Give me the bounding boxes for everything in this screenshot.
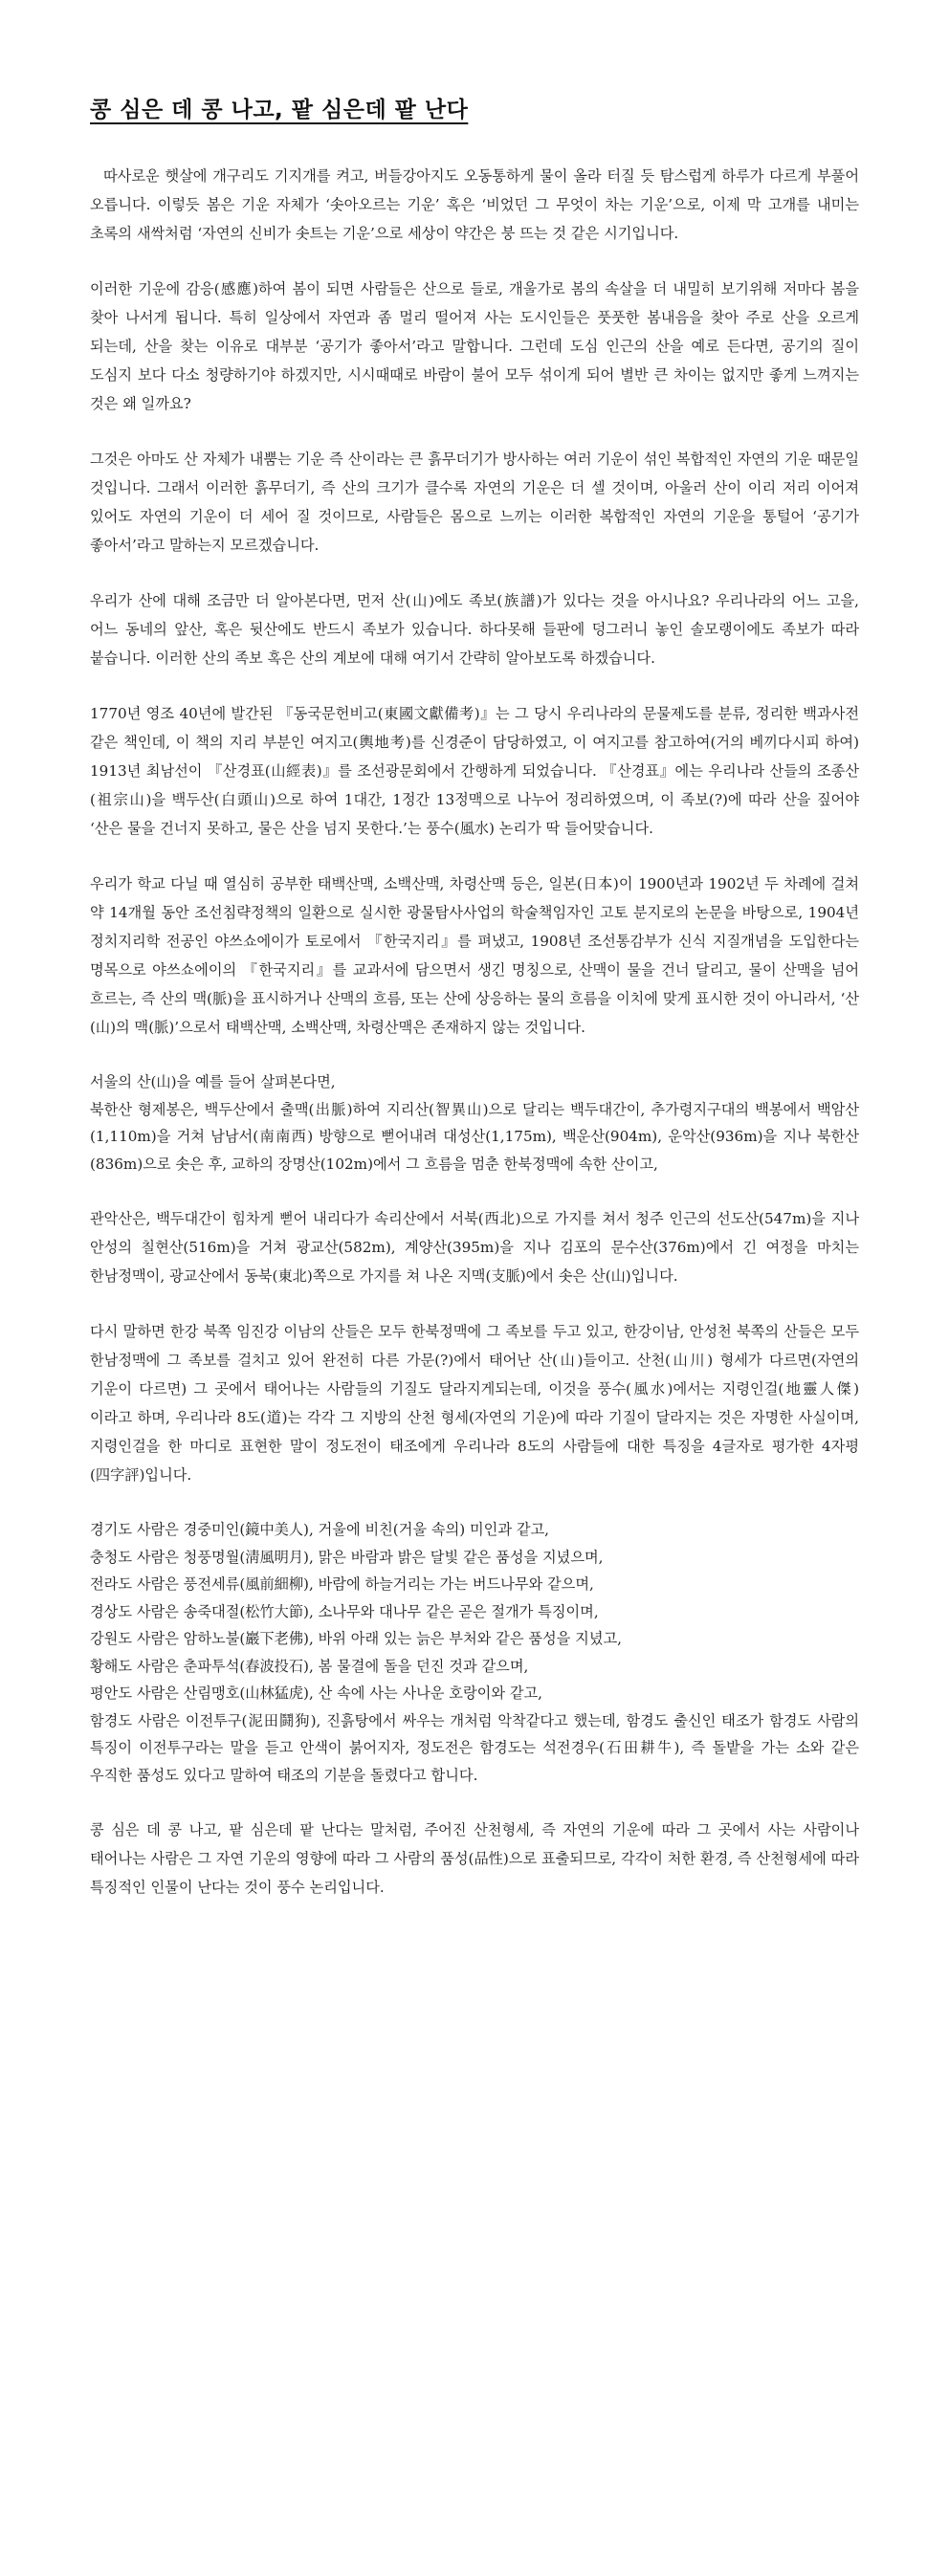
- province-pyeongan: 평안도 사람은 산림맹호(山林猛虎), 산 속에 사는 사나운 호랑이와 같고,: [90, 1684, 542, 1702]
- paragraph-regional-character: 다시 말하면 한강 북쪽 임진강 이남의 산들은 모두 한북정맥에 그 족보를 두고 있고, 한강이남, 안성천 북쪽의 산들은 모두 한남정맥에 그 족보를 걸치고 있어 완전히 다른 가문(?)에서 태어난 산(山)들이고. 산천(山川) 형세가 다르면(자연의 기운이 다르면) 그 곳에서 태어나는 사람들의 기질도 달라지게되는데, 이것을 풍수(風水)에서는 지령인걸(地靈人傑)이라고 하며, 우리나라 8도(道)는 각각 그 지방의 산천 형세(자연의 기운)에 따라 기질이 달라지는 것은 자명한 사실이며, 지령인걸을 한 마디로 표현한 말이 정도전이 태조에게 우리나라 8도의 사람들에 대한 특징을 4글자로 평가한 4자평(四字評)입니다.: [90, 1323, 859, 1484]
- paragraph-mountain-genealogy: 우리가 산에 대해 조금만 더 알아본다면, 먼저 산(山)에도 족보(族譜)가 있다는 것을 아시나요? 우리나라의 어느 고을, 어느 동네의 앞산, 혹은 뒷산에도 반드시 족보가 있습니다. 하다못해 들판에 덩그러니 놓인 솔모랭이에도 족보가 따라 붙습니다. 이러한 산의 족보 혹은 산의 계보에 대해 여기서 간략히 알아보도록 하겠습니다.: [90, 592, 859, 667]
- province-gangwon: 강원도 사람은 암하노불(巖下老佛), 바위 아래 있는 늙은 부처와 같은 품성을 지녔고,: [90, 1630, 622, 1647]
- bukhansan-line: 북한산 형제봉은, 백두산에서 출맥(出脈)하여 지리산(智異山)으로 달리는 백두대간이, 추가령지구대의 백봉에서 백암산(1,110m)을 거쳐 남남서(南南西) 방향으로 뻗어내려 대성산(1,175m), 백운산(904m), 운악산(936m)을 지나 북한산(836m)으로 솟은 후, 교하의 장명산(102m)에서 그 흐름을 멈춘 한북정맥에 속한 산이고,: [90, 1100, 859, 1173]
- seoul-intro-line: 서울의 산(山)을 예를 들어 살펴본다면,: [90, 1073, 336, 1090]
- province-gyeongsang: 경상도 사람은 송죽대절(松竹大節), 소나무와 대나무 같은 곧은 절개가 특징이며,: [90, 1602, 599, 1620]
- paragraph-closing: 콩 심은 데 콩 나고, 팥 심은데 팥 난다는 말처럼, 주어진 산천형세, 즉 자연의 기운에 따라 그 곳에서 사는 사람이나 태어나는 사람은 그 자연 기운의 영향에 따라 그 사람의 품성(品性)으로 표출되므로, 각각이 처한 환경, 즉 산천형세에 따라 특징적인 인물이 난다는 것이 풍수 논리입니다.: [90, 1821, 859, 1896]
- province-list: [90, 1516, 859, 1789]
- paragraph-gwanaksan: 관악산은, 백두대간이 힘차게 뻗어 내리다가 속리산에서 서북(西北)으로 가지를 쳐서 청주 인근의 선도산(547m)을 지나 안성의 칠현산(516m)을 거쳐 광교산(582m), 계양산(395m)을 지나 김포의 문수산(376m)에서 긴 여정을 마치는 한남정맥이, 광교산에서 동북(東北)쪽으로 가지를 쳐 나온 지맥(支脈)에서 솟은 산(山)입니다.: [90, 1210, 859, 1285]
- paragraph-mountain-visit: 이러한 기운에 감응(感應)하여 봄이 되면 사람들은 산으로 들로, 개울가로 봄의 속살을 더 내밀히 보기위해 저마다 봄을 찾아 나서게 됩니다. 특히 일상에서 자연과 좀 멀리 떨어져 사는 도시인들은 풋풋한 봄내음을 찾아 주로 산을 오르게 되는데, 산을 찾는 이유로 대부분 ‘공기가 좋아서’라고 말합니다. 그런데 도심 인근의 산을 예로 든다면, 공기의 질이 도심지 보다 다소 청량하기야 하겠지만, 시시때때로 바람이 불어 모두 섞이게 되어 별반 큰 차이는 없지만 좋게 느껴지는 것은 왜 일까요?: [90, 280, 859, 412]
- paragraph-mountain-energy: 그것은 아마도 산 자체가 내뿜는 기운 즉 산이라는 큰 흙무더기가 방사하는 여러 기운이 섞인 복합적인 자연의 기운 때문일 것입니다. 그래서 이러한 흙무더기, 즉 산의 크기가 클수록 자연의 기운은 더 셀 것이며, 아울러 산이 이리 저리 이어져 있어도 자연의 기운이 더 세어 질 것이므로, 사람들은 몸으로 느끼는 이러한 복합적인 자연의 기운을 통털어 ‘공기가 좋아서’라고 말하는지 모르겠습니다.: [90, 451, 859, 554]
- paragraph-mountain-ranges: 우리가 학교 다닐 때 열심히 공부한 태백산맥, 소백산맥, 차령산맥 등은, 일본(日本)이 1900년과 1902년 두 차례에 걸쳐 약 14개월 동안 조선침략정책의 일환으로 실시한 광물탐사사업의 학술책임자인 고토 분지로의 논문을 바탕으로, 1904년 정치지리학 전공인 야쓰쇼에이가 토로에서 『한국지리』를 펴냈고, 1908년 조선통감부가 신식 지질개념을 도입한다는 명목으로 야쓰쇼에이의 『한국지리』를 교과서에 담으면서 생긴 명칭으로, 산맥이 물을 건너 달리고, 물이 산맥을 넘어 흐르는, 즉 산의 맥(脈)을 표시하거나 산맥의 흐름, 또는 산에 상응하는 물의 흐름을 이치에 맞게 표시한 것이 아니라서, ‘산(山)의 맥(脈)’으로서 태백산맥, 소백산맥, 차령산맥은 존재하지 않는 것입니다.: [90, 875, 859, 1036]
- province-gyeonggi: 경기도 사람은 경중미인(鏡中美人), 거울에 비친(거울 속의) 미인과 같고,: [90, 1521, 550, 1538]
- seoul-mountains-block: [90, 1068, 859, 1178]
- province-chungcheong: 충청도 사람은 청풍명월(淸風明月), 맑은 바람과 밝은 달빛 같은 품성을 지녔으며,: [90, 1548, 604, 1566]
- province-jeolla: 전라도 사람은 풍전세류(風前細柳), 바람에 하늘거리는 가는 버드나무와 같으며,: [90, 1575, 594, 1593]
- province-hamgyeong: 함경도 사람은 이전투구(泥田鬪狗), 진흙탕에서 싸우는 개처럼 악착같다고 했는데, 함경도 출신인 태조가 함경도 사람의 특징이 이전투구라는 말을 듣고 안색이 붉어지자, 정도전은 함경도는 석전경우(石田耕牛), 즉 돌밭을 가는 소와 같은 우직한 품성도 있다고 말하여 태조의 기분을 돌렸다고 합니다.: [90, 1711, 859, 1784]
- document-title: 콩 심은 데 콩 나고, 팥 심은데 팥 난다: [90, 98, 469, 122]
- province-hwanghae: 황해도 사람은 춘파투석(春波投石), 봄 물결에 돌을 던진 것과 같으며,: [90, 1657, 529, 1675]
- paragraph-spring-energy: 따사로운 햇살에 개구리도 기지개를 켜고, 버들강아지도 오동통하게 물이 올라 터질 듯 탐스럽게 하루가 다르게 부풀어 오릅니다. 이렇듯 봄은 기운 자체가 ‘솟아오르는 기운’ 혹은 ‘비었던 그 무엇이 차는 기운’으로, 이제 막 고개를 내미는 초록의 새싹처럼 ‘자연의 신비가 솟트는 기운’으로 세상이 약간은 붕 뜨는 것 같은 시기입니다.: [90, 167, 859, 242]
- paragraph-sangyeongpyo: 1770년 영조 40년에 발간된 『동국문헌비고(東國文獻備考)』는 그 당시 우리나라의 문물제도를 분류, 정리한 백과사전 같은 책인데, 이 책의 지리 부분인 여지고(輿地考)를 신경준이 담당하였고, 이 여지고를 참고하여(거의 베끼다시피 하여) 1913년 최남선이 『산경표(山經表)』를 조선광문회에서 간행하게 되었습니다. 『산경표』에는 우리나라 산들의 조종산(祖宗山)을 백두산(白頭山)으로 하여 1대간, 1정간 13정맥으로 나누어 정리하였으며, 이 족보(?)에 따라 산을 짚어야 ‘산은 물을 건너지 못하고, 물은 산을 넘지 못한다.’는 풍수(風水) 논리가 딱 들어맞습니다.: [90, 705, 859, 837]
